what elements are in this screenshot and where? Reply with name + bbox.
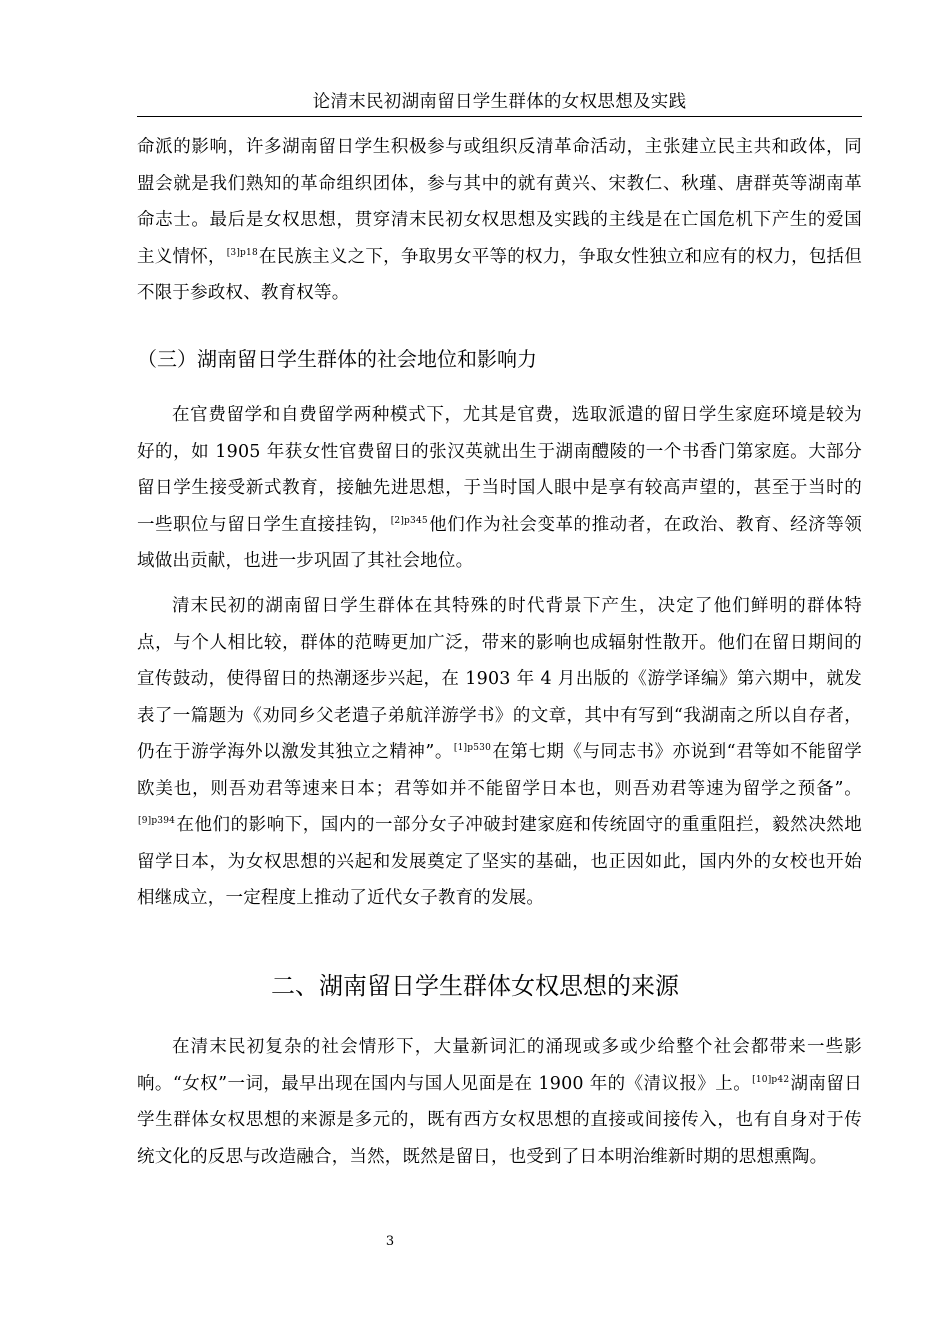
section-heading: 二、湖南留日学生群体女权思想的来源 [271,972,679,1000]
paragraph-social-status [137,397,862,580]
paragraph-text: 在清末民初复杂的社会情形下，大量新词汇的涌现或多或少给整个社会都带来一些影响。“女权”一词，最早出现在国内与国人见面是在 1900 年的《清议报》上。 [137,1037,862,1094]
paragraph-continued [137,129,862,312]
paragraph-text: 在第七期《与同志书》亦说到“君等如不能留学欧美也，则吾劝君等速来日本；君等如并不能留学日本也，则吾劝君等速为留学之预备”。 [137,742,863,799]
citation-marker: [2]p345 [390,515,428,526]
paragraph-text: 在官费留学和自费留学两种模式下，尤其是官费，选取派遣的留日学生家庭环境是较为好的，如 1905 年获女性官费留日的张汉英就出生于湖南醴陵的一个书香门第家庭。大部分留日学生接受新式教育，接触先进思想，于当时国人眼中是享有较高声望的，甚至于当时的一些职位与留日学生直接挂钩， [137,405,862,535]
citation-marker: [9]p394 [138,816,176,826]
subsection-heading: （三）湖南留日学生群体的社会地位和影响力 [137,347,537,371]
paragraph-origins [137,1029,862,1175]
paragraph-text: 他们作为社会变革的推动者，在政治、教育、经济等领域做出贡献，也进一步巩固了其社会地位。 [137,514,862,571]
header-rule [137,116,862,117]
paragraph-influence [137,588,862,917]
page-number: 3 [385,1234,395,1249]
citation-marker: [10]p42 [752,1074,790,1085]
paragraph-text: 清末民初的湖南留日学生群体在其特殊的时代背景下产生，决定了他们鲜明的群体特点，与个人相比较，群体的范畴更加广泛，带来的影响也成辐射性散开。他们在留日期间的宣传鼓动，使得留日的热潮逐步兴起，在 1903 年 4 月出版的《游学译编》第六期中，就发表了一篇题为《劝同乡父老遣子弟航洋游学书》的文章，其中有写到“我湖南之所以自存者，仍在于游学海外以激发其独立之精神”。 [137,596,862,762]
paragraph-text: 在民族主义之下，争取男女平等的权力，争取女性独立和应有的权力，包括但不限于参政权、教育权等。 [137,246,862,303]
paragraph-text: 命派的影响，许多湖南留日学生积极参与或组织反清革命活动，主张建立民主共和政体，同盟会就是我们熟知的革命组织团体，参与其中的就有黄兴、宋教仁、秋瑾、唐群英等湖南革命志士。最后是女权思想，贯穿清末民初女权思想及实践的主线是在亡国危机下产生的爱国主义情怀， [137,137,862,267]
running-header-title: 论清末民初湖南留日学生群体的女权思想及实践 [312,92,687,112]
paragraph-text: 在他们的影响下，国内的一部分女子冲破封建家庭和传统固守的重重阻拦，毅然决然地留学日本，为女权思想的兴起和发展奠定了坚实的基础，也正因如此，国内外的女校也开始相继成立，一定程度上推动了近代女子教育的发展。 [137,815,862,908]
citation-marker: [3]p18 [226,247,258,258]
paragraph-text: 湖南留日学生群体女权思想的来源是多元的，既有西方女权思想的直接或间接传入，也有自身对于传统文化的反思与改造融合，当然，既然是留日，也受到了日本明治维新时期的思想熏陶。 [137,1073,862,1167]
citation-marker: [1]p530 [453,743,492,753]
